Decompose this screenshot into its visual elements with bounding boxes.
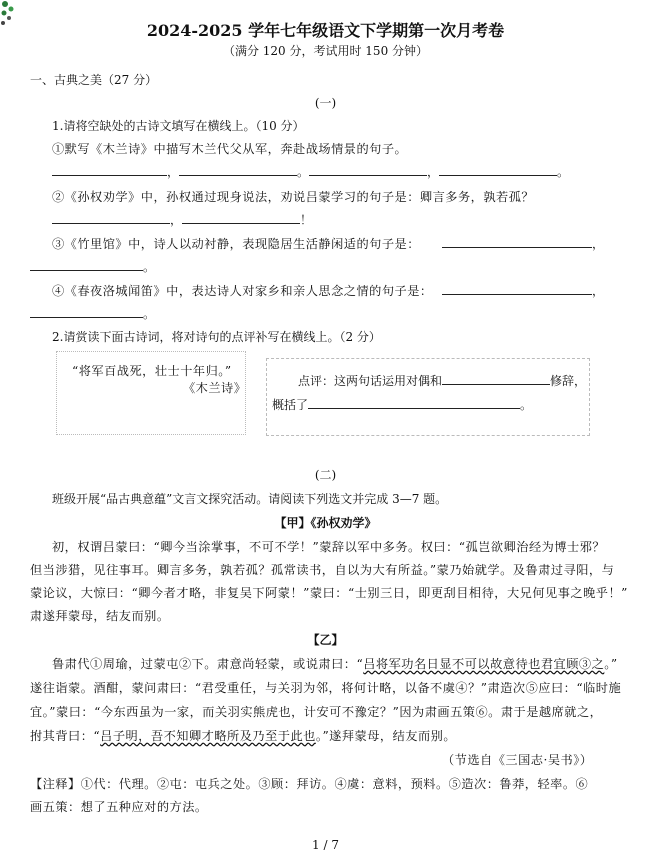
notes-line-1: 【注释】①代：代理。②屯：屯兵之处。③顾：拜访。④虞：意料，预料。⑤造次：鲁莽，轻率。⑥ [30,777,589,791]
passage-jia-line-3: 蒙论议，大惊曰：“卿今者才略，非复吴下阿蒙！”蒙曰：“士别三日，即更刮目相待，大兄何见事之晚乎！” [30,586,628,600]
underlined-sentence-1: 吕将军功名日显不可以故意待也君宜顾③之 [363,657,605,671]
answer-line-3b[interactable]: 。 [30,258,155,275]
comment-line-1[interactable]: 点评：这两句话运用对偶和 修辞， [298,374,587,388]
reading-intro: 班级开展“品古典意蕴”文言文探究活动。请阅读下列选文并完成 3—7 题。 [52,492,448,506]
underlined-sentence-2: 吕子明，吾不知卿才略所及乃至于此也 [100,729,316,743]
part-label-one: (一) [314,96,337,110]
passage-yi-line-4: 拊其背曰：“吕子明，吾不知卿才略所及乃至于此也。”遂拜蒙母，结友而别。 [30,729,457,743]
passage-yi-title: 【乙】 [307,633,344,647]
page-number: 1 / 7 [312,838,339,852]
notes-line-2: 画五策：想了五种应对的方法。 [30,800,208,814]
passage-yi-line-2: 遂往诣蒙。酒酣，蒙问肃曰：“君受重任，与关羽为邻，将何计略，以备不虞④？”肃造次⑤应曰：“临时施 [30,681,622,695]
question-2-stem: 2.请赏读下面古诗词，将对诗句的点评补写在横线上。（2 分） [52,330,381,344]
question-1-stem: 1.请将空缺处的古诗文填写在横线上。（10 分） [52,119,305,133]
poem-source: 《木兰诗》 [183,381,247,395]
passage-jia-line-2: 但当涉猎，见往事耳。卿言多务，孰若孤？孤常读书，自以为大有所益。”蒙乃始就学。及鲁肃过寻阳，与 [30,563,615,577]
part-label-two: (二) [314,468,337,482]
comment-line-2[interactable]: 概括了 。 [272,398,533,412]
answer-line-4a[interactable]: ， [442,282,604,299]
page-title: 2024-2025 学年七年级语文下学期第一次月考卷 [146,21,505,40]
answer-lines-2[interactable]: ， ！ [52,211,312,228]
passage-jia-title: 【甲】《孙权劝学》 [274,516,377,530]
passage-jia-line-4: 肃遂拜蒙母，结友而别。 [30,609,170,623]
poem-line: “将军百战死，壮士十年归。” [72,364,232,378]
passage-source: （节选自《三国志·吴书》） [442,753,593,767]
section-heading: 一、古典之美（27 分） [30,73,158,87]
answer-line-4b[interactable]: 。 [30,305,155,322]
passage-yi-line-1: 鲁肃代①周瑜，过蒙屯②下。肃意尚轻蒙，或说肃曰：“吕将军功名日显不可以故意待也君宜顾③之。” [52,657,618,671]
question-1-item-3: ③《竹里馆》中，诗人以动衬静，表现隐居生活静闲适的句子是： [52,237,420,251]
answer-line-3a[interactable]: ， [442,235,604,252]
question-1-item-4: ④《春夜洛城闻笛》中，表达诗人对家乡和亲人思念之情的句子是： [52,284,433,298]
passage-jia-line-1: 初，权谓吕蒙曰：“卿今当涂掌事，不可不学！”蒙辞以军中多务。权曰：“孤岂欲卿治经为博士邪？ [52,540,606,554]
answer-lines-1[interactable]: ， 。 ， 。 [52,163,569,180]
question-1-item-1: ①默写《木兰诗》中描写木兰代父从军，奔赴战场情景的句子。 [52,142,408,156]
passage-yi-line-3: 宜。”蒙曰：“今东西虽为一家，而关羽实熊虎也，计安可不豫定？”因为肃画五策⑥。肃于是越席就之， [30,705,603,719]
page-subtitle: （满分 120 分，考试用时 150 分钟） [222,44,429,58]
question-1-item-2: ②《孙权劝学》中，孙权通过现身说法，劝说吕蒙学习的句子是：卿言多务，孰若孤？ [52,190,535,204]
